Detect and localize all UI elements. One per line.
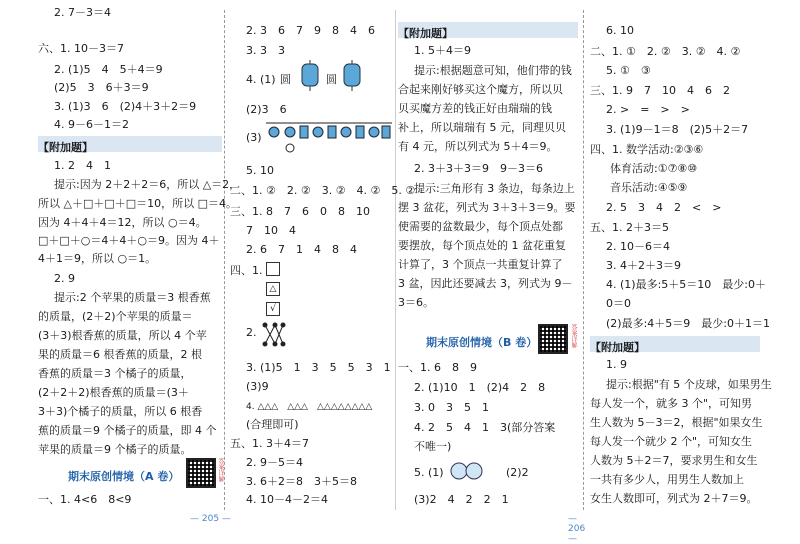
lantern-icon: [296, 60, 326, 92]
hint-line: (3＋3)根香蕉的质量，所以 4 个苹: [38, 329, 207, 342]
answer-line: 音乐活动:④⑤⑨: [610, 181, 688, 194]
answer-line: 4. 9－6－1＝2: [54, 118, 129, 131]
column-4: [590, 0, 772, 510]
answer-line: 4. 10－4－2＝4: [246, 493, 328, 506]
hint-line: 3＝6。: [398, 296, 434, 309]
section-header: 【附加题】: [590, 336, 760, 352]
answer-line: 4. (1)最多:5＋5＝10 最少:0＋: [606, 278, 766, 291]
lantern-row-figure: [266, 120, 394, 154]
answer-line: 一、1. 6 8 9: [398, 361, 477, 374]
answer-line: 四、1. 数学活动:②③⑥: [590, 143, 704, 156]
qr-label: 答案详解: [570, 324, 577, 348]
answer-line: 五、1. 3＋4＝7: [230, 437, 309, 450]
answer-line: 5. (1): [414, 466, 444, 479]
answer-line: 体育活动:①⑦⑧⑩: [610, 162, 698, 175]
hint-line: 提示:2 个苹果的质量＝3 根香蕉: [54, 291, 211, 304]
answer-line: 2.: [246, 326, 257, 339]
answer-line: 五、1. 2＋3＝5: [590, 221, 669, 234]
answer-line: 3. 4＋2＋3＝9: [606, 259, 681, 272]
hint-line: 合起来刚好够买这个魔方，所以贝: [398, 83, 563, 96]
hint-line: 4＋1＝9，所以 ○＝1。: [38, 252, 157, 265]
lantern-icon: [338, 60, 368, 92]
hint-line: 要摆放，每个顶点处的 1 盆花重复: [398, 239, 566, 252]
answer-line: 2. > = > >: [606, 103, 690, 116]
hint-line: 提示:因为 2＋2＋2＝6，所以 △＝2，: [54, 178, 241, 191]
answer-line: 三、1. 8 7 6 0 8 10: [230, 205, 370, 218]
section-header: 【附加题】: [38, 136, 222, 152]
hint-line: 生人数为 5－3＝2，根据"如果女生: [590, 416, 763, 429]
answer-line: 二、1. ① 2. ② 3. ② 4. ②: [590, 45, 741, 58]
hint-line: 一共有多少人，用男生人数加上: [590, 473, 744, 486]
hint-line: 3 盆，因此还要减去 3，列式为 9－: [398, 277, 573, 290]
hint-line: 果的质量＝6 根香蕉的质量，2 根: [38, 348, 202, 361]
answer-line: 7 10 4: [246, 224, 296, 237]
answer-line: (3)9: [246, 380, 269, 393]
answer-line: (2)最多:4＋5＝9 最少:0＋1＝1: [606, 317, 770, 330]
qr-code[interactable]: [538, 324, 568, 354]
answer-line: 3. (1)9－1＝8 (2)5＋2＝7: [606, 123, 749, 136]
answer-line: 0＝0: [606, 297, 631, 310]
hint-line: 女生人数即可，列式为 2＋7＝9。: [590, 492, 758, 505]
answer-line: 3. 0 3 5 1: [414, 401, 489, 414]
hint-line: 补上，所以瑞瑞有 5 元，同理贝贝: [398, 121, 566, 134]
qr-code[interactable]: [186, 458, 216, 488]
answer-line: 2. (1)10 1 (2)4 2 8: [414, 381, 546, 394]
hint-line: (2＋2＋2)根香蕉的质量＝(3＋: [38, 386, 189, 399]
answer-line: (3)2 4 2 2 1: [414, 493, 509, 506]
column-1: [38, 0, 241, 510]
answer-line: 3. (1)5 1 3 5 5 3 1: [246, 361, 391, 374]
answer-line: 3. 6＋2＝8 3＋5＝8: [246, 475, 357, 488]
lantern-label: 圆: [326, 73, 337, 86]
answer-line: 2. 5 3 4 2 < >: [606, 201, 722, 214]
hint-line: 提示:三角形有 3 条边，每条边上: [414, 182, 575, 195]
column-divider: [224, 10, 225, 510]
answer-line: 四、1.: [230, 264, 263, 277]
hint-line: 每人发一个，就多 3 个"，可知男: [590, 397, 753, 410]
hint-line: 使需要的盆数最少，每个顶点处都: [398, 220, 563, 233]
answer-line: 2. 7－3＝4: [54, 6, 111, 19]
section-header: 【附加题】: [398, 22, 578, 38]
hint-line: 有 4 元，所以列式为 5＋4＝9。: [398, 140, 558, 153]
hint-line: 香蕉的质量＝3 个橘子的质量，: [38, 367, 192, 380]
answer-line: 4. △△△ △△△ △△△△△△△△: [246, 402, 373, 412]
answer-line: 1. 2 4 1: [54, 159, 111, 172]
hint-line: 人数为 5＋2＝7，要求男生和女生: [590, 454, 758, 467]
answer-line: 6. 10: [606, 24, 634, 37]
answer-line: 2. 9: [54, 272, 75, 285]
page-gutter: [395, 10, 396, 510]
hint-line: 所以 △＋□＋□＋□＝10，所以 □＝4。: [38, 197, 238, 210]
answer-line: 2. (1)5 4 5＋4＝9: [54, 63, 163, 76]
hint-line: 提示:根据题意可知，他们带的钱: [414, 64, 572, 77]
matching-lines-figure: [262, 322, 286, 348]
answer-line: 2. 3＋3＋3＝9 9－3＝6: [414, 162, 543, 175]
answer-line: (2)2: [506, 466, 529, 479]
hint-line: 因为 4＋4＋4＝12，所以 ○＝4。: [38, 216, 207, 229]
answer-line: 2. 6 7 1 4 8 4: [246, 243, 357, 256]
lantern-label: 圆: [280, 73, 291, 86]
section-banner: 期末原创情境（B 卷）: [426, 336, 538, 349]
answer-line: 4. (1): [246, 73, 276, 86]
section-banner: 期末原创情境（A 卷）: [68, 470, 180, 483]
answer-line: 一、1. 4<6 8<9: [38, 493, 132, 506]
answer-line: 三、1. 9 7 10 4 6 2: [590, 84, 730, 97]
column-divider: [583, 10, 584, 510]
hint-line: 提示:根据"有 5 个皮球，如果男生: [606, 378, 772, 391]
column-2: 2. 3 6 7 9 8 4 6 3. 3 3 4. (1) 圆 圆 (2)3 6 (3) 5. 10 二、1. ② 2. ② 3. ② 4. ② 5. ② 三、1. 8 7 6 0 8 10 7 10 4 2. 6 7 1 4 8 4 四、1. △ √ 2. 3. (1)5 1 3 5 5 3 1 (3)9 4. △△△ △△△ △△△△△△△△ (合理即可) 五、1. 3＋4＝7 2. 9－5＝4 3. 6＋2＝8 3＋5＝8 4. 10－4－2＝4 — 205 —: [190, 24, 416, 524]
answer-line: 3. (1)3 6 (2)4＋3＋2＝9: [54, 100, 197, 113]
answer-line: 2. 9－5＝4: [246, 456, 303, 469]
answer-line: 1. 9: [606, 358, 627, 371]
answer-line: (2)5 3 6＋3＝9: [54, 81, 149, 94]
check-box: √: [266, 302, 280, 316]
answer-line: 六、1. 10－3＝7: [38, 42, 124, 55]
triangle-shape: △: [266, 282, 280, 296]
hint-line: 贝买魔方差的钱正好由瑞瑞的钱: [398, 102, 552, 115]
hint-line: 每人发一个就少 2 个"，可知女生: [590, 435, 753, 448]
answer-line: (2)3 6: [246, 103, 287, 116]
answer-line: 1. 5＋4＝9: [414, 44, 471, 57]
answer-line: 5. ① ③: [606, 64, 651, 77]
square-shape: [266, 262, 280, 276]
answer-line: 2. 3 6 7 9 8 4 6: [246, 24, 375, 37]
hint-line: 蕉的质量＝9 个橘子的质量，即 4 个: [38, 424, 217, 437]
answer-line: 3. 3 3: [246, 44, 285, 57]
answer-line: 2. 10－6＝4: [606, 240, 670, 253]
answer-line: 不唯一): [414, 440, 452, 453]
answer-line: 4. 2 5 4 1 3(部分答案: [414, 421, 556, 434]
qr-label: 答案详解: [217, 458, 224, 482]
hint-line: 的质量，(2＋2)个苹果的质量＝: [38, 310, 193, 323]
children-faces-icon: [450, 460, 484, 482]
answer-line: (合理即可): [246, 418, 299, 431]
hint-line: 苹果的质量＝9 个橘子的质量。: [38, 443, 192, 456]
hint-line: 计算了，3 个顶点一共重复计算了: [398, 258, 563, 271]
answer-line: (3): [246, 131, 262, 144]
column-3: 【附加题】 1. 5＋4＝9 提示:根据题意可知，他们带的钱 合起来刚好够买这个魔方，所以贝 贝买魔方差的钱正好由瑞瑞的钱 补上，所以瑞瑞有 5 元，同理贝贝 有 4 元，所以列式为 5＋4＝9。 2. 3＋3＋3＝9 9－3＝6 提示:三角形有 3 条边，每条边上 摆 3 盆花，列式为 3＋3＋3＝9。要 使需要的盆数最少，每个顶点处都 要摆放，每个顶点处的 1 盆花重复 计算了，3 个顶点一共重复计算了 3 盆，因此还要减去 3，列式为 9－ 3＝6。 期末原创情境（B 卷） 答案详解 一、1. 6 8 9 2. (1)10 1 (2)4 2 8 3. 0 3 5 1 4. 2 5 4 1 3(部分答案 不唯一) 5. (1) (2)2 (3)2 4 2 2 1 — 206 —: [398, 0, 578, 510]
answer-line: 5. 10: [246, 164, 274, 177]
hint-line: 摆 3 盆花，列式为 3＋3＋3＝9。要: [398, 201, 576, 214]
answer-line: 二、1. ② 2. ② 3. ② 4. ② 5. ②: [230, 184, 416, 197]
shape-column-figure: [266, 262, 282, 316]
hint-line: □＋□＋○＝4＋4＋○＝9。因为 4＋: [38, 234, 220, 247]
hint-line: 3＋3)个橘子的质量，所以 6 根香: [38, 405, 203, 418]
